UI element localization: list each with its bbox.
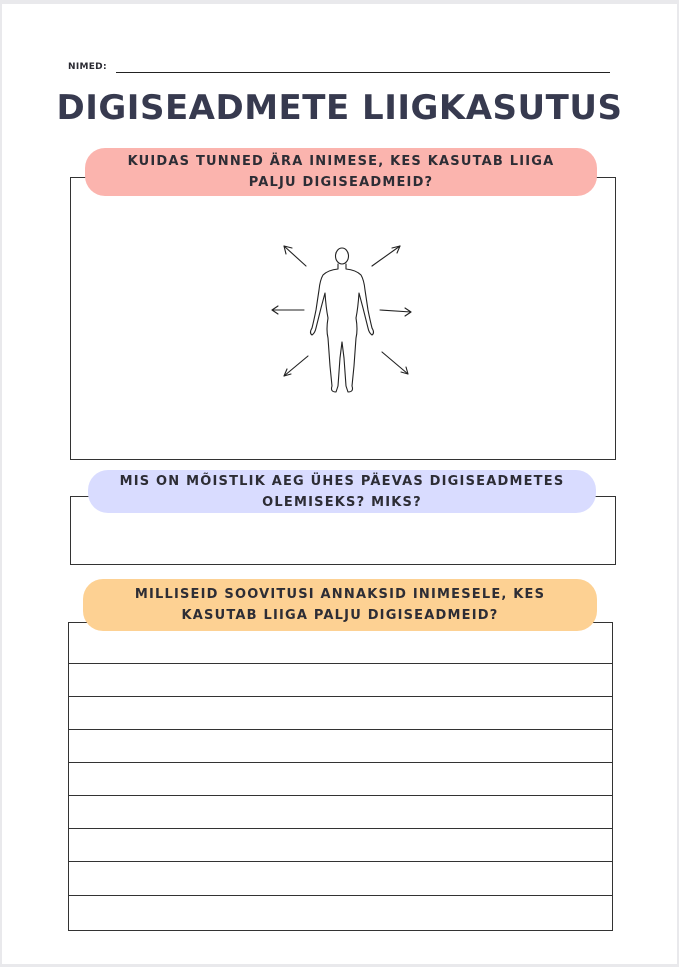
question-3-line-2: KASUTAB LIIGA PALJU DIGISEADMEID?: [181, 608, 499, 623]
question-3-line-1: MILLISEID SOOVITUSI ANNAKSID INIMESELE, KES: [134, 587, 546, 602]
question-2-line-2: OLEMISEKS? MIKS?: [262, 494, 422, 510]
human-body-with-arrows-icon: [262, 238, 422, 398]
answer-line[interactable]: [68, 697, 613, 730]
answer-line[interactable]: [68, 796, 613, 829]
question-1-pill: [85, 148, 597, 196]
names-label: NIMED:: [68, 62, 107, 72]
question-1-line-2: PALJU DIGISEADMEID?: [248, 175, 434, 190]
page-title: DIGISEADMETE LIIGKASUTUS: [56, 88, 623, 128]
question-3-pill: [83, 579, 597, 631]
answer-line[interactable]: [68, 829, 613, 862]
question-2-line-1: MIS ON MÕISTLIK AEG ÜHES PÄEVAS DIGISEADMETES: [119, 473, 565, 489]
answer-line[interactable]: [68, 730, 613, 763]
question-2-pill: [88, 470, 596, 513]
answer-line[interactable]: [68, 862, 613, 896]
names-write-line[interactable]: [116, 72, 610, 73]
names-field: [68, 60, 613, 76]
question-1-line-1: KUIDAS TUNNED ÄRA INIMESE, KES KASUTAB LIIGA: [127, 154, 555, 169]
answer-line[interactable]: [68, 896, 613, 931]
answer-line[interactable]: [68, 664, 613, 697]
answer-lines-3[interactable]: [68, 622, 613, 931]
answer-line[interactable]: [68, 763, 613, 796]
